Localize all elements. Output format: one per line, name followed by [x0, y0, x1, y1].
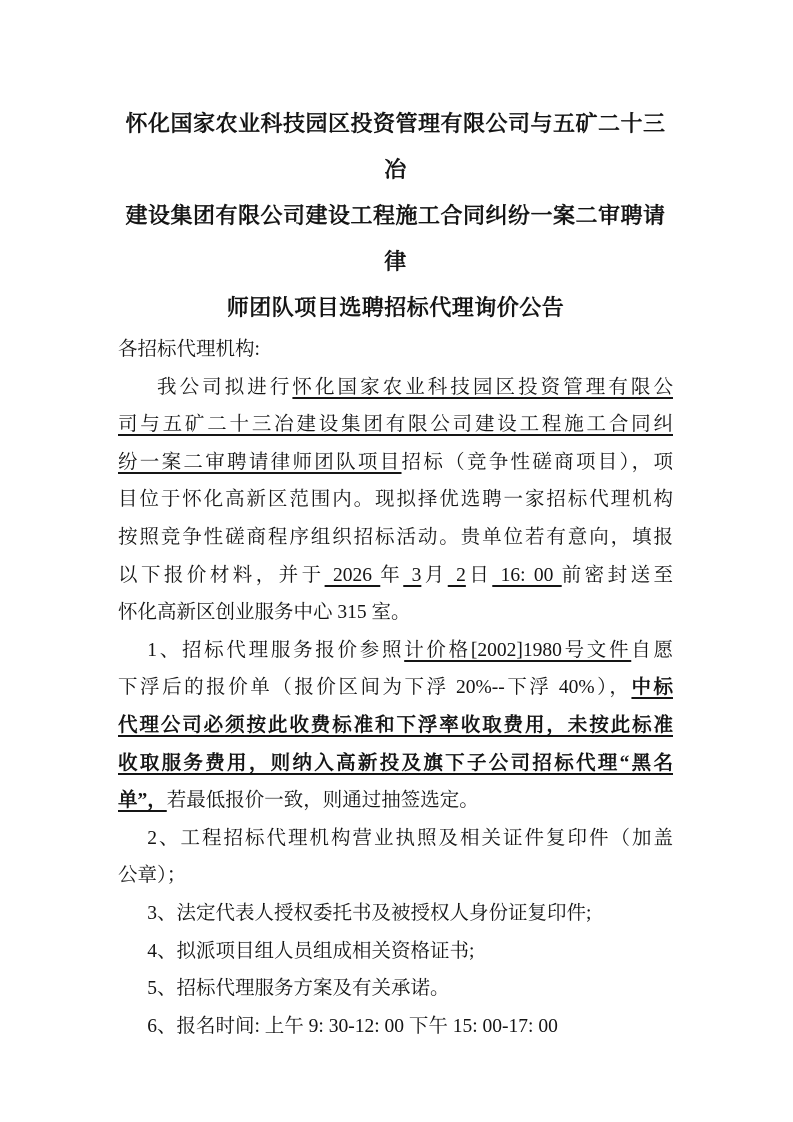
text-line — [118, 707, 673, 745]
text-run: 公章）； — [118, 865, 187, 887]
text-line — [118, 594, 673, 632]
text-run: 5、招标代理服务方案及有关承诺。 — [147, 978, 450, 1000]
text-run: 若最低报价一致，则通过抽签选定。 — [166, 790, 479, 812]
text-run: 单”， — [118, 790, 167, 812]
text-run: 各招标代理机构: — [118, 339, 260, 360]
text-run: 3、法定代表人授权委托书及被授权人身份证复印件; — [147, 902, 592, 924]
text-line — [118, 895, 673, 933]
text-run: 年 — [380, 564, 404, 586]
document-body — [118, 331, 673, 1045]
text-line — [118, 669, 673, 707]
document-title — [118, 101, 673, 331]
text-run: 前密封送至 — [561, 564, 674, 586]
text-run: 中标 — [631, 677, 673, 699]
text-run: 以下报价材料，并于 — [118, 564, 325, 586]
text-line — [118, 444, 673, 482]
text-line — [118, 820, 673, 858]
text-run: 我公司拟进行 — [157, 376, 293, 398]
text-line — [118, 970, 673, 1008]
text-run: 自愿 — [631, 639, 673, 661]
text-run: 月 — [421, 564, 448, 586]
text-run: 纷一案二审聘请律师团队项目 — [118, 451, 402, 473]
text-run: 16: 00 — [492, 564, 562, 586]
text-line — [118, 369, 673, 407]
text-run: 收取服务费用，则纳入高新投及旗下子公司招标代理“黑名 — [118, 752, 673, 774]
text-line — [118, 933, 673, 971]
text-run: 2026 — [324, 564, 381, 586]
text-run: 怀化国家农业科技园区投资管理有限公 — [292, 376, 673, 398]
title-line-1: 怀化国家农业科技园区投资管理有限公司与五矿二十三冶 — [125, 111, 666, 182]
text-run: 目位于怀化高新区范围内。现拟择优选聘一家招标代理机构 — [118, 489, 673, 511]
text-run: 2 — [447, 564, 466, 586]
text-line — [118, 519, 673, 557]
text-run: 6、报名时间: 上午 9: 30-12: 00 下午 15: 00-17: 00 — [147, 1015, 558, 1037]
text-line — [118, 632, 673, 670]
text-line — [118, 745, 673, 783]
text-run: 4、拟派项目组人员组成相关资格证书; — [147, 940, 475, 962]
text-run: 2、工程招标代理机构营业执照及相关证件复印件（加盖 — [147, 827, 673, 849]
text-run: 怀化高新区创业服务中心 315 室。 — [118, 602, 411, 624]
text-line — [118, 481, 673, 519]
text-line — [118, 782, 673, 820]
text-line — [118, 331, 673, 369]
text-run: 计价格[2002]1980号文件 — [404, 639, 632, 661]
text-line — [118, 1008, 673, 1046]
text-run: 下浮后的报价单（报价区间为下浮 20%--下浮 40%）， — [118, 677, 632, 699]
text-line — [118, 406, 673, 444]
title-line-3: 师团队项目选聘招标代理询价公告 — [226, 295, 565, 320]
text-run: 日 — [465, 564, 493, 586]
text-run: 3 — [403, 564, 422, 586]
text-run: 司与五矿二十三冶建设集团有限公司建设工程施工合同纠 — [118, 414, 673, 436]
title-line-2: 建设集团有限公司建设工程施工合同纠纷一案二审聘请律 — [125, 203, 666, 274]
text-line — [118, 557, 673, 595]
text-line — [118, 857, 673, 895]
text-run: 代理公司必须按此收费标准和下浮率收取费用，未按此标准 — [118, 714, 673, 736]
text-run: 1、招标代理服务报价参照 — [147, 639, 405, 661]
text-run: 按照竞争性磋商程序组织招标活动。贵单位若有意向，填报 — [118, 526, 673, 548]
text-run: 招标（竞争性磋商项目），项 — [401, 451, 673, 473]
